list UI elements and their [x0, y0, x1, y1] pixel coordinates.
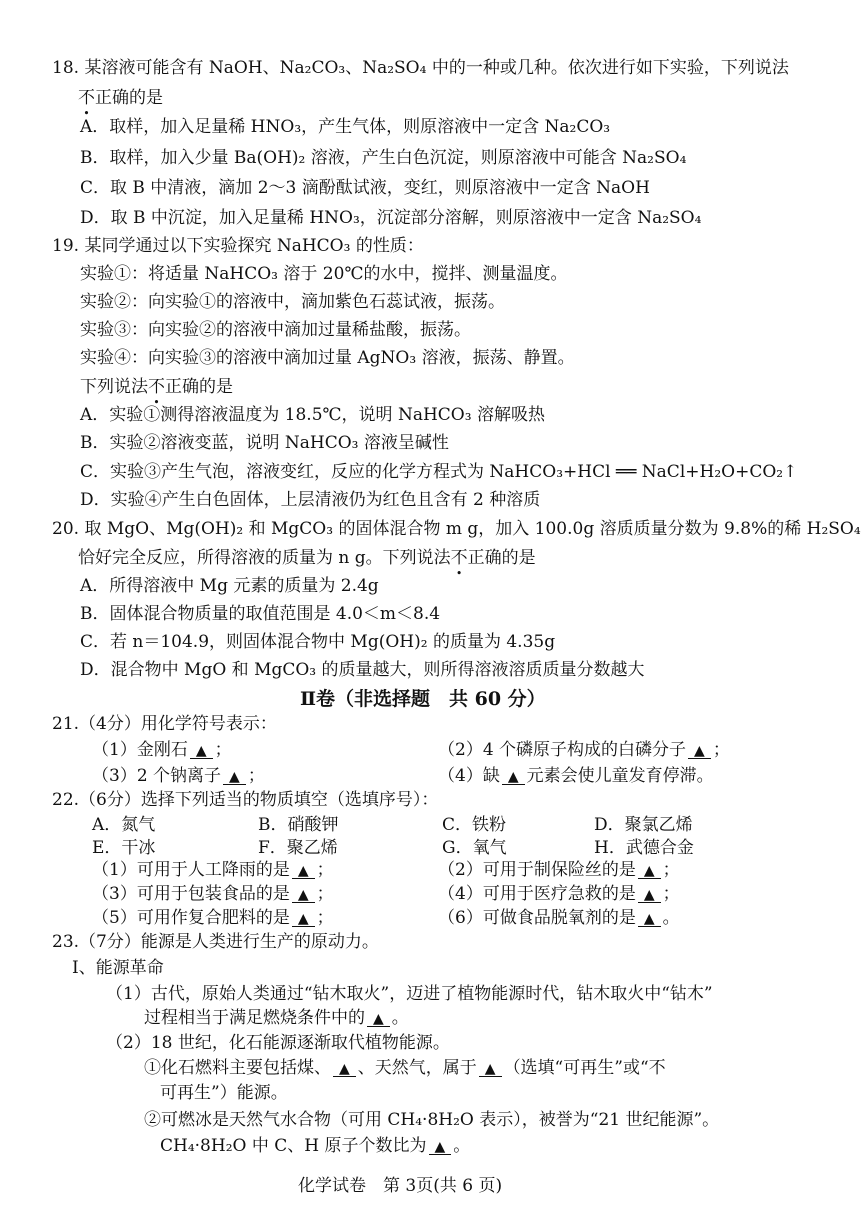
emphasis-not: 不 [78, 88, 95, 108]
q19-stem: 19. 某同学通过以下实验探究 NaHCO₃ 的性质： [52, 236, 424, 256]
answer-blank: ▲ [638, 864, 661, 879]
q18-option-a: A．取样，加入足量稀 HNO₃，产生气体，则原溶液中一定含 Na₂CO₃ [80, 117, 611, 137]
q23-s2a-line1: ①化石燃料主要包括煤、 ▲ 、天然气，属于 ▲ （选填“可再生”或“不 [144, 1058, 666, 1078]
q23-s2b-line2: CH₄·8H₂O 中 C、H 原子个数比为 ▲ 。 [160, 1136, 471, 1156]
q19-experiment-4: 实验④：向实验③的溶液中滴加过量 AgNO₃ 溶液，振荡、静置。 [80, 348, 575, 368]
section-2-title: Ⅱ卷（非选择题 共 60 分） [300, 688, 546, 710]
q22-choice-g: G．氧气 [442, 838, 507, 858]
q22-choice-f: F．聚乙烯 [258, 838, 338, 858]
answer-blank: ▲ [333, 1062, 356, 1077]
q22-choice-e: E．干冰 [92, 838, 156, 858]
answer-blank: ▲ [292, 864, 315, 879]
answer-blank: ▲ [367, 1012, 390, 1027]
answer-blank: ▲ [223, 770, 246, 785]
q22-item-4: （4）可用于医疗急救的是 ▲ ； [438, 884, 680, 904]
q19-option-b: B．实验②溶液变蓝，说明 NaHCO₃ 溶液呈碱性 [80, 433, 449, 453]
q20-stem-line2: 恰好完全反应，所得溶液的质量为 n g。下列说法不正确的是 [78, 548, 536, 568]
answer-blank: ▲ [502, 770, 525, 785]
emphasis-not: 不 [148, 377, 165, 397]
q21-stem: 21.（4分）用化学符号表示： [52, 714, 277, 734]
q23-part1-title: Ⅰ、能源革命 [72, 958, 164, 978]
q23-stem: 23.（7分）能源是人类进行生产的原动力。 [52, 932, 379, 952]
q19-option-a: A．实验①测得溶液温度为 18.5℃，说明 NaHCO₃ 溶解吸热 [80, 405, 545, 425]
q23-s2-line1: （2）18 世纪，化石能源逐渐取代植物能源。 [106, 1033, 450, 1053]
emphasis-not: 不 [450, 548, 468, 568]
q18-option-b: B．取样，加入少量 Ba(OH)₂ 溶液，产生白色沉淀，则原溶液中可能含 Na₂SO₄ [80, 148, 687, 168]
answer-blank: ▲ [638, 888, 661, 903]
q22-item-2: （2）可用于制保险丝的是 ▲ ； [438, 860, 680, 880]
q19-experiment-3: 实验③：向实验②的溶液中滴加过量稀盐酸，振荡。 [80, 320, 471, 340]
q19-option-d: D．实验④产生白色固体，上层清液仍为红色且含有 2 种溶质 [80, 490, 541, 510]
q23-s2b-line1: ②可燃冰是天然气水合物（可用 CH₄·8H₂O 表示），被誉为“21 世纪能源”。 [144, 1110, 720, 1130]
q22-stem: 22.（6分）选择下列适当的物质填空（选填序号）： [52, 790, 439, 810]
q19-experiment-2: 实验②：向实验①的溶液中，滴加紫色石蕊试液，振荡。 [80, 292, 505, 312]
q22-choice-c: C．铁粉 [442, 815, 507, 835]
q22-item-3: （3）可用于包装食品的是 ▲ ； [92, 884, 334, 904]
answer-blank: ▲ [190, 744, 213, 759]
q18-stem: 18. 某溶液可能含有 NaOH、Na₂CO₃、Na₂SO₄ 中的一种或几种。依次进行如下实验，下列说法 [52, 58, 789, 78]
q22-choice-d: D．聚氯乙烯 [594, 815, 693, 835]
q19-question: 下列说法不正确的是 [80, 377, 233, 397]
answer-blank: ▲ [479, 1062, 502, 1077]
q19-experiment-1: 实验①：将适量 NaHCO₃ 溶于 20℃的水中，搅拌、测量温度。 [80, 264, 568, 284]
q18-stem-line2: 不正确的是 [78, 88, 163, 108]
q22-item-6: （6）可做食品脱氧剂的是 ▲ 。 [438, 908, 680, 928]
q20-stem: 20. 取 MgO、Mg(OH)₂ 和 MgCO₃ 的固体混合物 m g，加入 100.0g 溶质质量分数为 9.8%的稀 H₂SO₄ [52, 519, 861, 539]
q18-option-d: D．取 B 中沉淀，加入足量稀 HNO₃，沉淀部分溶解，则原溶液中一定含 Na₂SO₄ [80, 208, 702, 228]
q22-item-5: （5）可用作复合肥料的是 ▲ ； [92, 908, 334, 928]
answer-blank: ▲ [292, 888, 315, 903]
q22-choice-h: H．武德合金 [594, 838, 694, 858]
q21-item-1: （1）金刚石 ▲ ； [92, 740, 232, 760]
q20-option-c: C．若 n＝104.9，则固体混合物中 Mg(OH)₂ 的质量为 4.35g [80, 632, 556, 652]
q23-s1-line2: 过程相当于满足燃烧条件中的 ▲ 。 [144, 1008, 409, 1028]
q18-option-c: C．取 B 中清液，滴加 2～3 滴酚酞试液，变红，则原溶液中一定含 NaOH [80, 178, 650, 198]
q22-item-1: （1）可用于人工降雨的是 ▲ ； [92, 860, 334, 880]
q22-choice-b: B．硝酸钾 [258, 815, 339, 835]
q21-item-2: （2）4 个磷原子构成的白磷分子 ▲ ； [438, 740, 730, 760]
q23-s2a-line2: 可再生”）能源。 [160, 1083, 288, 1103]
q21-item-4: （4）缺 ▲ 元素会使儿童发育停滞。 [438, 766, 714, 786]
answer-blank: ▲ [638, 912, 661, 927]
q20-option-b: B．固体混合物质量的取值范围是 4.0＜m＜8.4 [80, 604, 441, 624]
answer-blank: ▲ [292, 912, 315, 927]
q22-choice-a: A．氮气 [92, 815, 156, 835]
q21-item-3: （3）2 个钠离子 ▲ ； [92, 766, 265, 786]
q19-option-c: C．实验③产生气泡，溶液变红，反应的化学方程式为 NaHCO₃+HCl ══ NaCl+H₂O+CO₂↑ [80, 462, 798, 482]
page-footer: 化学试卷 第 3页(共 6 页) [298, 1176, 503, 1196]
answer-blank: ▲ [688, 744, 711, 759]
q20-option-a: A．所得溶液中 Mg 元素的质量为 2.4g [80, 576, 379, 596]
q20-option-d: D．混合物中 MgO 和 MgCO₃ 的质量越大，则所得溶液溶质质量分数越大 [80, 660, 645, 680]
q23-s1-line1: （1）古代，原始人类通过“钻木取火”，迈进了植物能源时代，钻木取火中“钻木” [106, 984, 713, 1004]
answer-blank: ▲ [429, 1140, 452, 1155]
